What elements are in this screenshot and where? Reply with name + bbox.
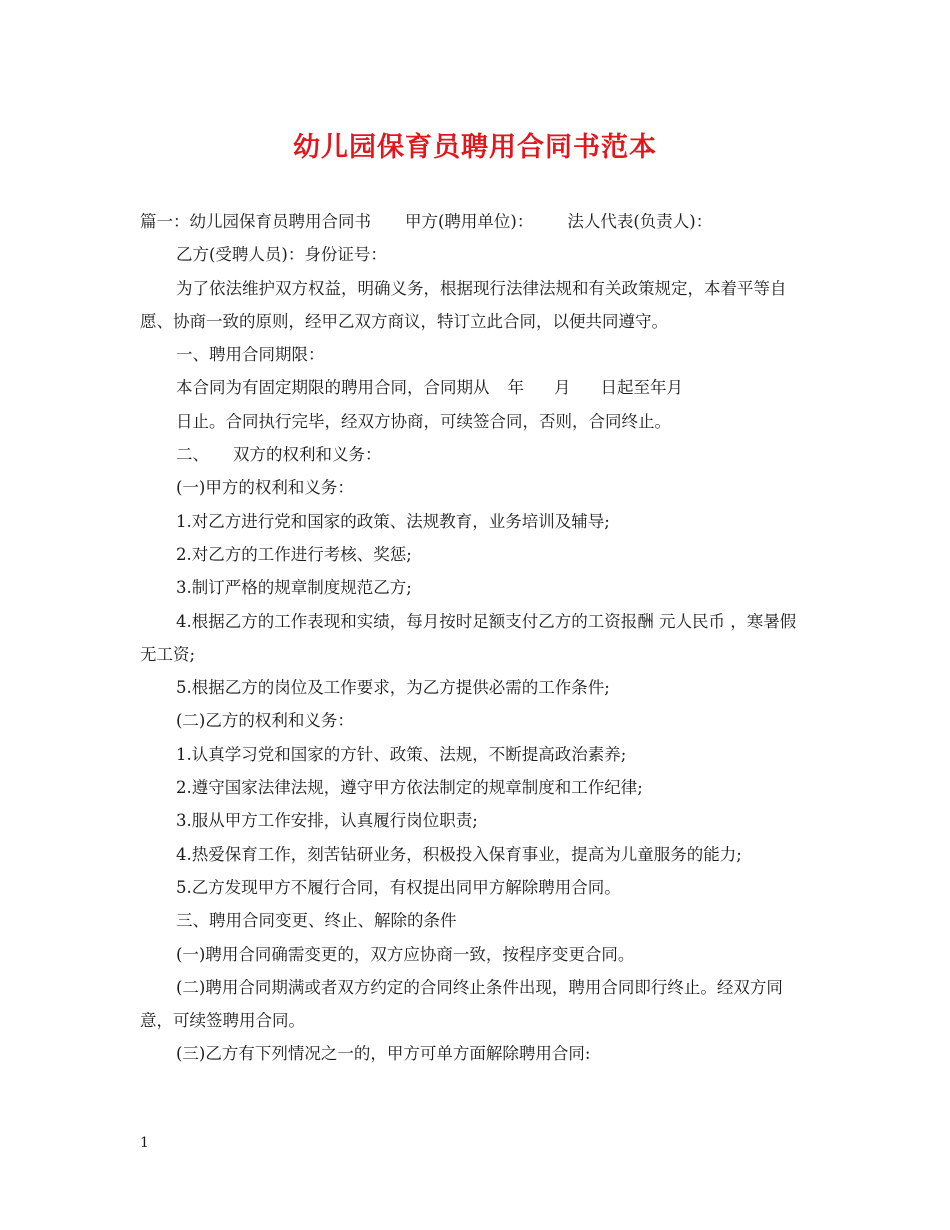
document-title: 幼儿园保育员聘用合同书范本 — [293, 132, 657, 163]
section-3-heading: 三、聘用合同变更、终止、解除的条件 — [176, 911, 457, 931]
page-number: 1 — [140, 1135, 149, 1151]
section-2a-item: 3.制订严格的规章制度规范乙方; — [176, 578, 412, 598]
section-1-term-line-2: 日止。合同执行完毕，经双方协商，可续签合同，否则，合同终止。 — [176, 411, 671, 431]
section-2a-heading: (一)甲方的权利和义务： — [176, 478, 354, 498]
section-2b-item: 3.服从甲方工作安排，认真履行岗位职责; — [176, 811, 478, 831]
section-3-item: (三)乙方有下列情况之一的，甲方可单方面解除聘用合同: — [176, 1044, 591, 1064]
section-2b-item: 4.热爱保育工作，刻苦钻研业务，积极投入保育事业，提高为儿童服务的能力; — [176, 844, 742, 864]
document-body — [140, 205, 810, 1071]
section-2b-item: 2.遵守国家法律法规，遵守甲方依法制定的规章制度和工作纪律; — [176, 778, 643, 798]
party-b-line: 乙方(受聘人员)：身份证号： — [176, 245, 387, 265]
section-2b-item: 5.乙方发现甲方不履行合同，有权提出同甲方解除聘用合同。 — [176, 877, 621, 897]
header-legal-rep: 法人代表(负责人)： — [567, 212, 713, 231]
section-1-heading: 一、聘用合同期限： — [176, 345, 325, 365]
section-2b-item: 1.认真学习党和国家的方针、政策、法规，不断提高政治素养; — [176, 744, 627, 764]
section-2b-heading: (二)乙方的权利和义务： — [176, 711, 354, 731]
section-2-heading: 二、 双方的权利和义务： — [176, 445, 382, 465]
header-party-a: 甲方(聘用单位)： — [405, 212, 534, 231]
header-line — [140, 205, 810, 238]
section-2a-item: 5.根据乙方的岗位及工作要求，为乙方提供必需的工作条件; — [176, 678, 610, 698]
section-2a-item: 4.根据乙方的工作表现和实绩，每月按时足额支付乙方的工资报酬 元人民币 ，寒暑假无工资; — [140, 611, 797, 664]
intro-paragraph: 为了依法维护双方权益，明确义务，根据现行法律法规和有关政策规定，本着平等自愿、协商一致的原则，经甲乙双方商议，特订立此合同，以便共同遵守。 — [140, 278, 787, 331]
section-2a-item: 2.对乙方的工作进行考核、奖惩; — [176, 544, 412, 564]
section-2a-item: 1.对乙方进行党和国家的政策、法规教育，业务培训及辅导; — [176, 511, 610, 531]
section-1-term-line: 本合同为有固定期限的聘用合同，合同期从 年 月 日起至年月 — [176, 378, 683, 398]
section-3-item: (二)聘用合同期满或者双方约定的合同终止条件出现，聘用合同即行终止。经双方同意，可续签聘用合同。 — [140, 977, 783, 1031]
header-article: 篇一：幼儿园保育员聘用合同书 — [140, 212, 371, 231]
section-3-item: (一)聘用合同确需变更的，双方应协商一致，按程序变更合同。 — [176, 944, 635, 964]
